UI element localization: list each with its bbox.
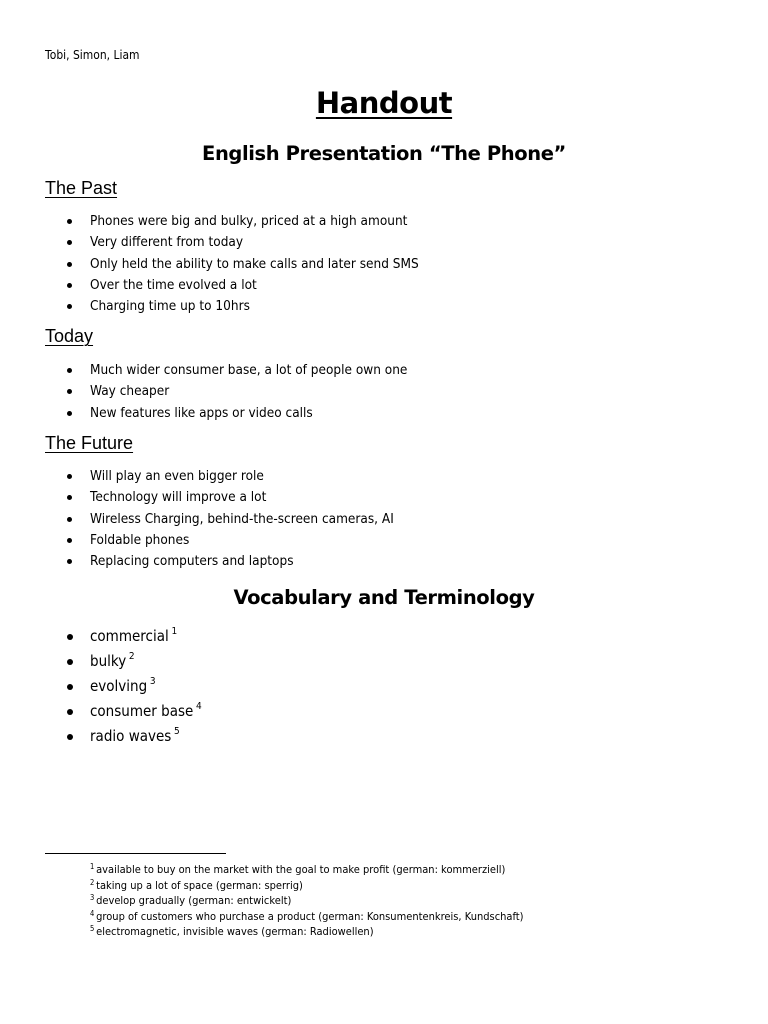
bullet-icon [67,240,72,245]
section-heading-today: Today [45,326,94,346]
footnote-text: electromagnetic, invisible waves (german: Radiowellen) [96,925,374,939]
footnote [90,924,572,940]
list-item: Charging time up to 10hrs [64,296,455,317]
footnotes [90,862,572,940]
bullet-icon [67,709,73,715]
vocab-term: commercial [90,627,169,645]
bullet-icon [67,517,72,522]
bullet-icon [67,219,72,224]
footnote-number: 5 [90,924,95,934]
bullet-icon [67,634,73,640]
vocab-item [64,649,214,674]
section-heading-future: The Future [45,433,134,453]
footnote-ref: 1 [171,626,178,637]
bullet-icon [67,684,73,690]
footnote-separator [45,853,226,854]
footnote-number: 2 [90,877,95,887]
footnote-ref: 2 [128,651,135,662]
vocab-term: radio waves [90,727,172,745]
vocab-item [64,624,214,649]
footnote [90,862,572,878]
footnote-number: 1 [90,862,95,871]
footnote [90,878,572,894]
bullet-icon [67,474,72,479]
list-item: Foldable phones [64,530,428,551]
vocab-term: consumer base [90,702,194,720]
page-subtitle: English Presentation “The Phone” [202,142,566,165]
footnote [90,893,572,909]
bullet-icon [67,495,72,500]
list-item: Wireless Charging, behind-the-screen cameras, AI [64,509,428,530]
list-item: Way cheaper [64,381,443,402]
list-item: Replacing computers and laptops [64,551,428,572]
bullet-icon [67,389,72,394]
bullet-icon [67,559,72,564]
vocabulary-heading: Vocabulary and Terminology [233,586,535,609]
past-list [64,211,455,317]
vocab-term: bulky [90,652,127,670]
vocab-item [64,674,214,699]
today-list [64,360,443,424]
footnote-text: group of customers who purchase a product (german: Konsumentenkreis, Kundschaft) [96,909,524,923]
footnote-number: 3 [90,893,95,903]
authors-line: Tobi, Simon, Liam [45,47,140,62]
footnote-text: develop gradually (german: entwickelt) [96,894,292,908]
list-item: Technology will improve a lot [64,487,428,508]
vocab-item [64,699,214,724]
list-item: Over the time evolved a lot [64,275,455,296]
list-item: New features like apps or video calls [64,403,443,424]
page-title: Handout [315,86,453,120]
bullet-icon [67,734,73,740]
list-item: Only held the ability to make calls and later send SMS [64,254,455,275]
list-item: Very different from today [64,232,455,253]
vocab-term: evolving [90,677,148,695]
bullet-icon [67,304,72,309]
footnote-text: taking up a lot of space (german: sperrig) [96,878,303,892]
footnote-number: 4 [90,908,95,918]
bullet-icon [67,659,73,665]
list-item: Phones were big and bulky, priced at a high amount [64,211,455,232]
bullet-icon [67,538,72,543]
bullet-icon [67,368,72,373]
vocab-item [64,724,214,749]
list-item: Will play an even bigger role [64,466,428,487]
footnote-text: available to buy on the market with the goal to make profit (german: kommerziell) [96,863,506,876]
bullet-icon [67,283,72,288]
future-list [64,466,428,572]
footnote-ref: 4 [196,701,202,712]
footnote-ref: 3 [149,676,156,687]
vocabulary-list [64,624,214,749]
footnote [90,909,572,925]
bullet-icon [67,262,72,267]
section-heading-past: The Past [45,178,118,198]
footnote-ref: 5 [174,726,180,737]
bullet-icon [67,411,72,416]
list-item: Much wider consumer base, a lot of people own one [64,360,443,381]
